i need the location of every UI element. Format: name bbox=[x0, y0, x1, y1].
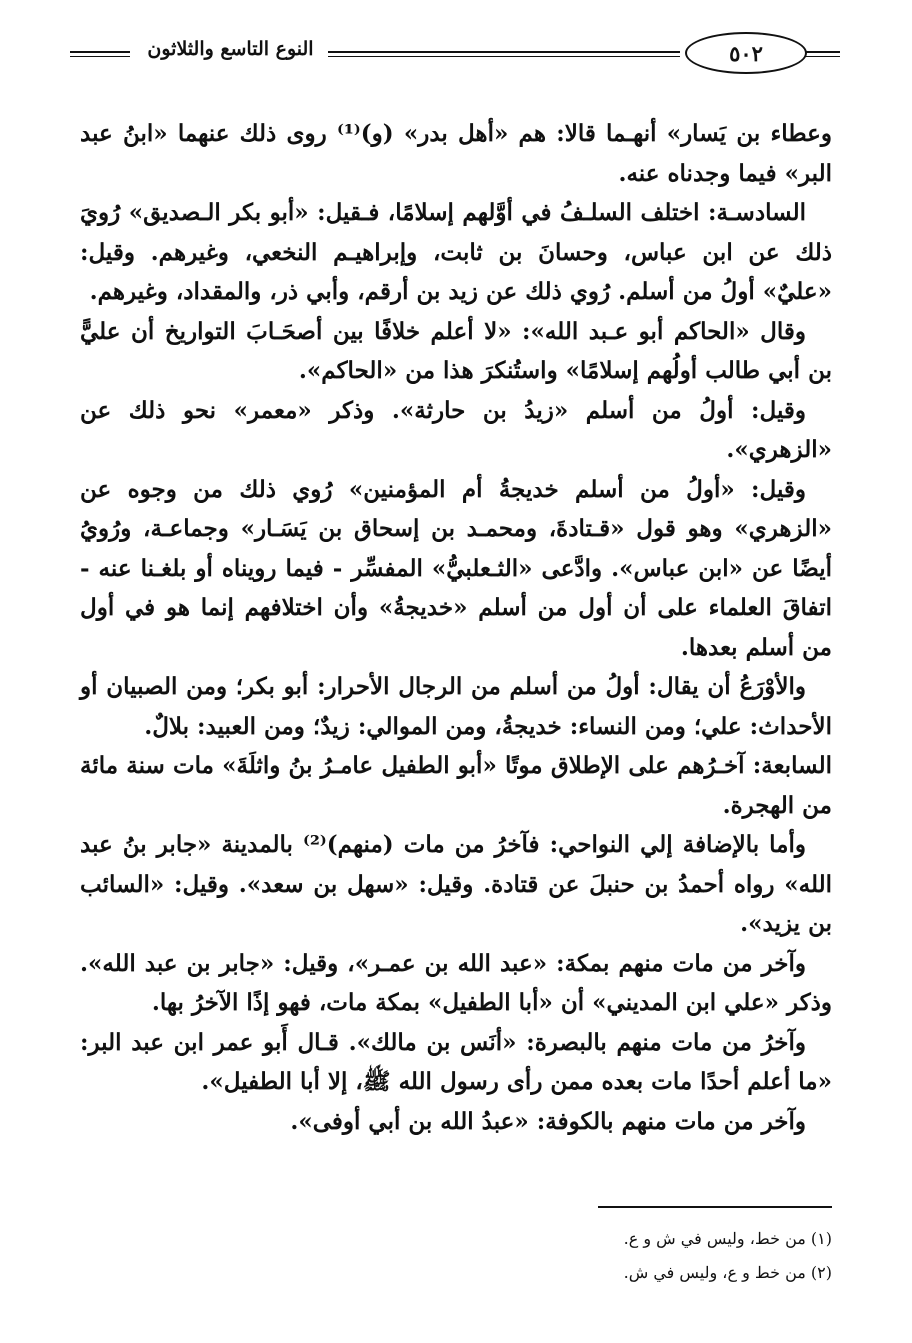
page-header bbox=[70, 32, 840, 72]
paragraph: والأوْرَعُ أن يقال: أولُ من أسلم من الرجال الأحرار: أبو بكر؛ ومن الصبيان أو الأحداث: علي؛ ومن النساء: خديجةُ، ومن الموالي: زيدٌ؛ ومن العبيد: بلالٌ. bbox=[80, 673, 832, 740]
footnotes bbox=[80, 1222, 832, 1290]
header-rule bbox=[328, 51, 680, 57]
page-number: ٥٠٢ bbox=[729, 40, 763, 66]
paragraph: السابعة: آخـرُهم على الإطلاق موتًا «أبو الطفيل عامـرُ بنُ واثلَةَ» مات سنة مائة من الهجرة. bbox=[80, 752, 832, 819]
footnote: (١) من خط، وليس في ش و ع. bbox=[623, 1229, 832, 1248]
paragraph: وآخر من مات منهم بمكة: «عبد الله بن عمـر»، وقيل: «جابر بن عبد الله». وذكر «علي ابن المديني» أن «أبا الطفيل» بمكة مات، فهو إذًا الآخرُ بها. bbox=[80, 949, 832, 1016]
paragraph: وآخرُ من مات منهم بالبصرة: «أنَس بن مالك». قـال أَبو عمر ابن عبد البر: «ما أعلم أحدًا مات بعده ممن رأى رسول الله ﷺ، إلا أبا الطفيل». bbox=[80, 1028, 832, 1095]
paragraph: وآخر من مات منهم بالكوفة: «عبدُ الله بن أبي أوفى». bbox=[290, 1107, 806, 1135]
paragraph: وأما بالإضافة إلي النواحي: فآخرُ من مات (منهم)⁽²⁾ بالمدينة «جابر بنُ عبد الله» رواه أحمدُ بن حنبلَ عن قتادة. وقيل: «سهل بن سعد». وقيل: «السائب بن يزيد». bbox=[80, 831, 832, 937]
running-title: النوع التاسع والثلاثون bbox=[147, 38, 314, 60]
paragraph: وقيل: «أولُ من أسلم خديجةُ أم المؤمنين» رُوي ذلك من وجوه عن «الزهري» وهو قول «قـتادةَ، ومحمـد بن إسحاق بن يَسَـار» وجماعـة، ورُويُ أيضًا عن «ابن عباس». وادَّعى «الثـعلبيُّ» المفسِّر - فيما رويناه أو بلغـنا عنه - اتفاقَ العلماء على أن أول من أسلم «خديجةُ» وأن اختلافهم إنما هو في أول من أسلم بعدها. bbox=[80, 475, 832, 661]
paragraph: وعطاء بن يَسار» أنهـما قالا: هم «أهل بدر» (و)⁽¹⁾ روى ذلك عنهما «ابنُ عبد البر» فيما وجدناه عنه. bbox=[80, 120, 832, 187]
header-rule bbox=[805, 51, 840, 57]
main-text bbox=[80, 114, 832, 1141]
header-rule bbox=[70, 51, 130, 57]
paragraph: وقال «الحاكم أبو عـبد الله»: «لا أعلم خلافًا بين أصحَـابَ التواريخ أن عليًّ بن أبي طالب أولُهم إسلامًا» واستُنكرَ هذا من «الحاكم». bbox=[80, 317, 832, 384]
page-number-oval bbox=[685, 32, 807, 74]
footnote: (٢) من خط و ع، وليس في ش. bbox=[623, 1263, 832, 1282]
paragraph: وقيل: أولُ من أسلم «زيدُ بن حارثة». وذكر «معمر» نحو ذلك عن «الزهري». bbox=[80, 396, 832, 463]
paragraph: السادسـة: اختلف السلـفُ في أوَّلهم إسلامًا، فـقيل: «أبو بكر الـصديق» رُويَ ذلك عن ابن عباس، وحسانَ بن ثابت، وإبراهيـم النخعي، وغيرهم. وقيل: «عليٌ» أولُ من أسلم. رُوي ذلك عن زيد بن أرقم، وأبي ذر، والمقداد، وغيرهم. bbox=[80, 199, 832, 305]
footnote-separator bbox=[598, 1206, 832, 1208]
